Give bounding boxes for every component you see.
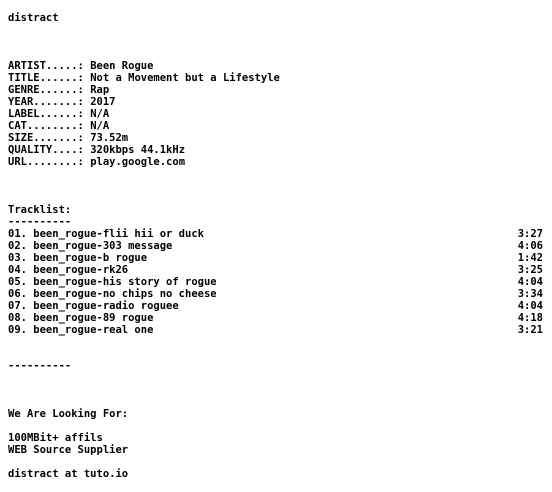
info-key: ARTIST.....:: [8, 60, 84, 72]
info-key: URL........:: [8, 156, 84, 168]
track-name: 06. been_rogue-no chips no cheese: [8, 288, 217, 300]
track-row: [8, 240, 544, 252]
info-key: TITLE......:: [8, 72, 84, 84]
track-name: 09. been_rogue-real one: [8, 324, 154, 336]
group-name: distract: [8, 12, 59, 24]
track-name: 04. been_rogue-rk26: [8, 264, 129, 276]
info-key: LABEL......:: [8, 108, 84, 120]
contact-line: distract at tuto.io: [8, 468, 129, 480]
footer-section: [8, 408, 544, 480]
info-key: GENRE......:: [8, 84, 84, 96]
track-time: 4:06: [517, 240, 543, 252]
info-row-genre: [8, 84, 544, 96]
info-key: YEAR.......:: [8, 96, 84, 108]
track-time: 3:27: [517, 228, 543, 240]
track-name: 07. been_rogue-radio roguee: [8, 300, 179, 312]
track-row: [8, 288, 544, 300]
section-divider: ----------: [8, 360, 72, 372]
looking-for-item: 100MBit+ affils: [8, 432, 103, 444]
track-time: 3:21: [517, 324, 543, 336]
track-row: [8, 264, 544, 276]
track-time: 3:25: [517, 264, 543, 276]
track-time: 4:04: [517, 276, 543, 288]
track-row: [8, 312, 544, 324]
info-row-quality: [8, 144, 544, 156]
track-time: 1:42: [517, 252, 543, 264]
info-value: Been Rogue: [90, 60, 154, 72]
info-value: 2017: [90, 96, 116, 108]
info-key: SIZE.......:: [8, 132, 84, 144]
info-value: Rap: [90, 84, 110, 96]
tracklist-underline: ----------: [8, 216, 72, 228]
info-row-label: [8, 108, 544, 120]
release-info: [8, 60, 544, 168]
info-row-url: [8, 156, 544, 168]
info-value: N/A: [90, 108, 110, 120]
nfo-document: [8, 12, 544, 480]
track-row: [8, 252, 544, 264]
track-row: [8, 300, 544, 312]
track-time: 4:04: [517, 300, 543, 312]
info-row-artist: [8, 60, 544, 72]
track-name: 02. been_rogue-303 message: [8, 240, 173, 252]
track-row: [8, 324, 544, 336]
info-value: Not a Movement but a Lifestyle: [90, 72, 280, 84]
info-value: N/A: [90, 120, 110, 132]
track-name: 05. been_rogue-his story of rogue: [8, 276, 217, 288]
info-row-year: [8, 96, 544, 108]
tracklist-section: [8, 204, 544, 336]
track-row: [8, 276, 544, 288]
info-value: 73.52m: [90, 132, 129, 144]
track-name: 03. been_rogue-b rogue: [8, 252, 148, 264]
looking-for-heading: We Are Looking For:: [8, 408, 129, 420]
info-row-title: [8, 72, 544, 84]
track-time: 3:34: [517, 288, 543, 300]
track-name: 01. been_rogue-flii hii or duck: [8, 228, 204, 240]
info-row-size: [8, 132, 544, 144]
info-key: QUALITY....:: [8, 144, 84, 156]
info-value: 320kbps 44.1kHz: [90, 144, 186, 156]
looking-for-item: WEB Source Supplier: [8, 444, 129, 456]
info-key: CAT........:: [8, 120, 84, 132]
info-row-cat: [8, 120, 544, 132]
tracklist-heading: Tracklist:: [8, 204, 72, 216]
track-time: 4:18: [517, 312, 543, 324]
track-name: 08. been_rogue-89 rogue: [8, 312, 154, 324]
info-value: play.google.com: [90, 156, 186, 168]
track-row: [8, 228, 544, 240]
